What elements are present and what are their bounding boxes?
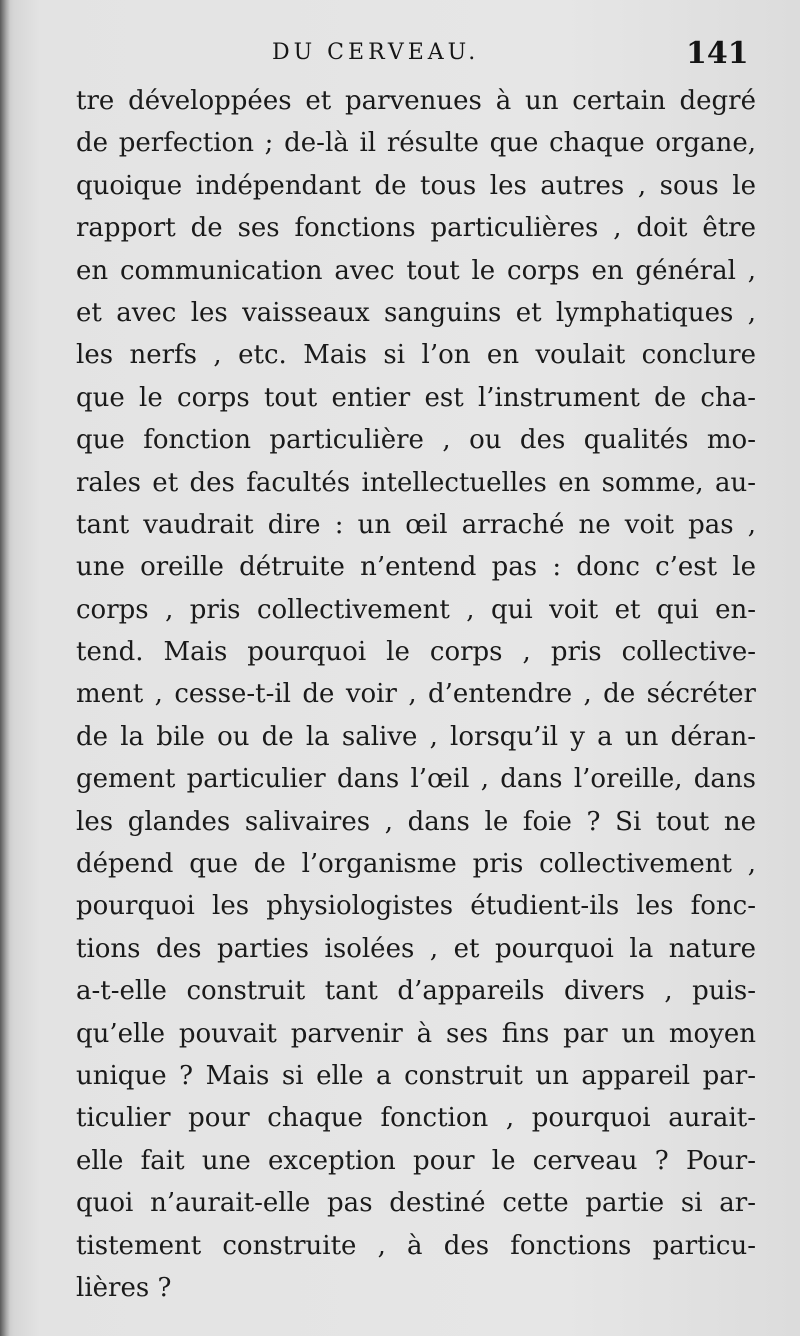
text-line: de la bile ou de la salive , lorsqu’il y a un déran- [76, 721, 756, 752]
text-line: une oreille détruite n’entend pas : donc c’est le [76, 552, 756, 583]
page-number: 141 [686, 36, 749, 71]
running-head [0, 36, 800, 80]
text-line: unique ? Mais si elle a construit un appareil par- [76, 1060, 756, 1091]
text-line: en communication avec tout le corps en général , [76, 255, 756, 286]
text-line: rapport de ses fonctions particulières , doit être [76, 213, 756, 244]
running-title: DU CERVEAU. [272, 40, 480, 65]
text-line: que fonction particulière , ou des qualités mo- [76, 425, 756, 456]
text-line: corps , pris collectivement , qui voit et qui en- [76, 594, 756, 625]
text-line: tant vaudrait dire : un œil arraché ne voit pas , [76, 509, 756, 540]
text-line: tend. Mais pourquoi le corps , pris collective- [76, 637, 756, 668]
text-line: quoique indépendant de tous les autres , sous le [76, 170, 756, 201]
text-line: a-t-elle construit tant d’appareils divers , puis- [76, 976, 756, 1007]
text-line: quoi n’aurait-elle pas destiné cette partie si ar- [76, 1188, 756, 1219]
spine-shadow [0, 0, 10, 1336]
text-line: lières ? [76, 1272, 172, 1303]
text-line: ticulier pour chaque fonction , pourquoi aurait- [76, 1103, 756, 1134]
body-text [76, 80, 756, 1309]
text-line: que le corps tout entier est l’instrument de cha- [76, 382, 756, 413]
text-line: rales et des facultés intellectuelles en somme, au- [76, 467, 756, 498]
text-line: tistement construite , à des fonctions particu- [76, 1230, 756, 1261]
text-line: qu’elle pouvait parvenir à ses fins par un moyen [76, 1018, 756, 1049]
text-line: elle fait une exception pour le cerveau ? Pour- [76, 1145, 756, 1176]
text-line: ment , cesse-t-il de voir , d’entendre , de sécréter [76, 679, 756, 710]
text-line: tre développées et parvenues à un certain degré [76, 86, 756, 116]
text-line: gement particulier dans l’œil , dans l’oreille, dans [76, 764, 756, 795]
text-line: dépend que de l’organisme pris collectivement , [76, 849, 756, 880]
text-line: les glandes salivaires , dans le foie ? Si tout ne [76, 806, 756, 837]
text-line: et avec les vaisseaux sanguins et lymphatiques , [76, 297, 756, 328]
text-line: pourquoi les physiologistes étudient-ils les fonc- [76, 891, 756, 922]
text-line: les nerfs , etc. Mais si l’on en voulait conclure [76, 340, 756, 371]
text-line: tions des parties isolées , et pourquoi la nature [76, 933, 756, 964]
text-line: de perfection ; de-là il résulte que chaque organe, [76, 128, 756, 159]
